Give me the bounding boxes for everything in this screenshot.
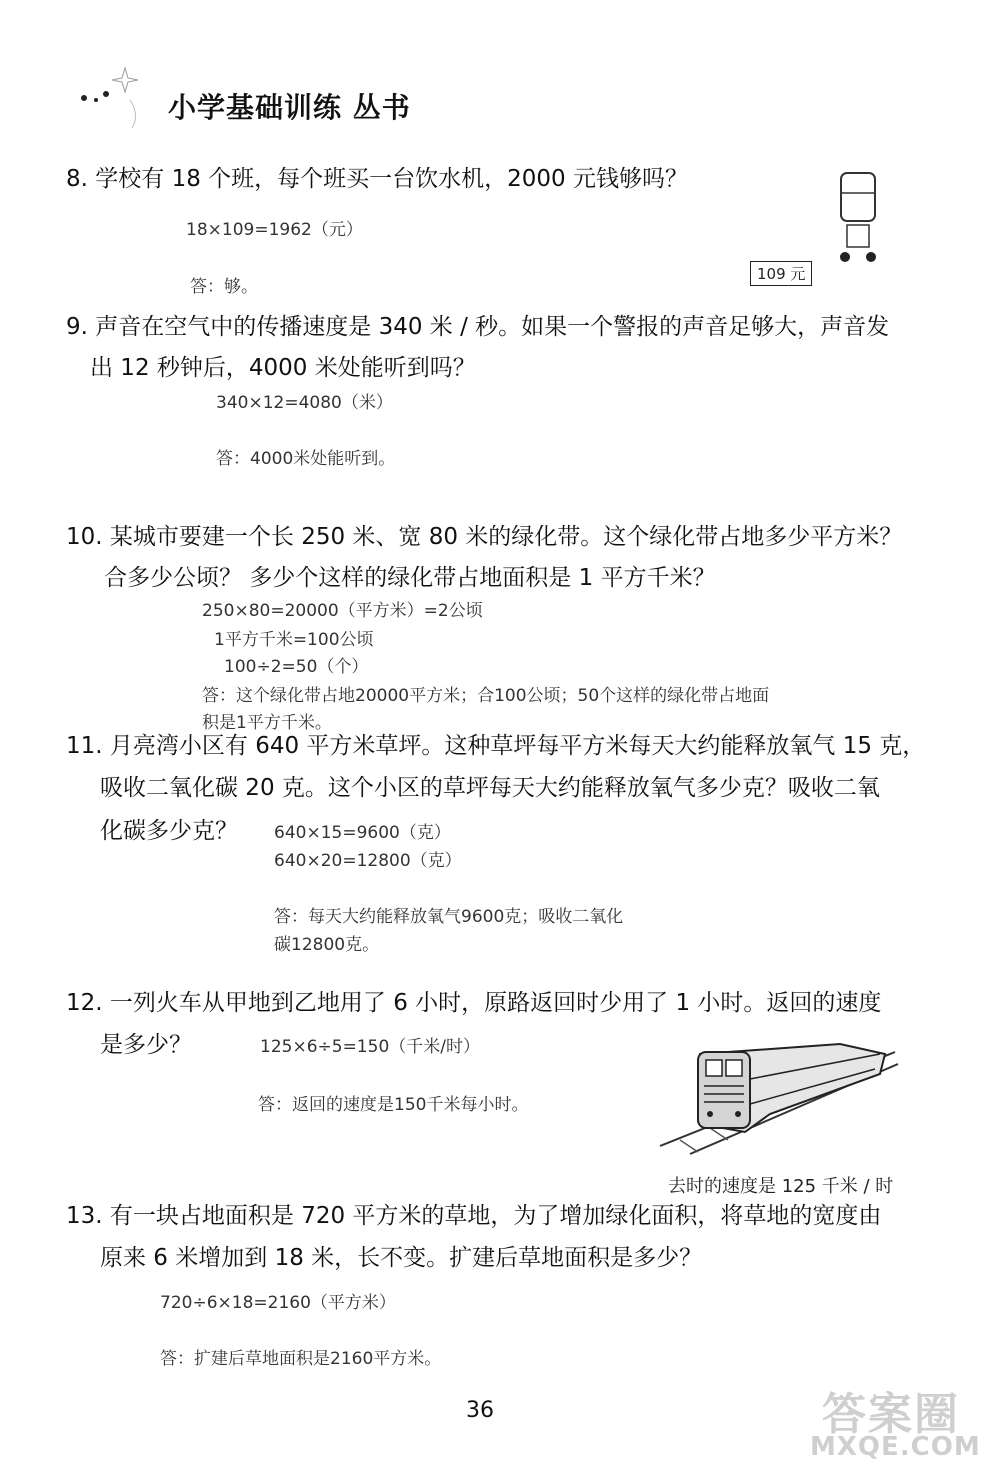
question-10-answer-line1: 答：这个绿化带占地20000平方米；合100公顷；50个这样的绿化带占地面 — [202, 686, 770, 706]
water-dispenser-icon — [833, 165, 883, 265]
question-10-calc1: 250×80=20000（平方米）=2公顷 — [202, 601, 483, 621]
question-10-calc3: 100÷2=50（个） — [224, 657, 369, 677]
train-illustration — [650, 1024, 900, 1159]
question-10-text-line2: 合多少公顷？ 多少个这样的绿化带占地面积是 1 平方千米？ — [104, 565, 716, 591]
question-11-answer-line2: 碳12800克。 — [274, 935, 380, 955]
question-11-calc1: 640×15=9600（克） — [274, 823, 451, 843]
question-10-text-line1: 10. 某城市要建一个长 250 米、宽 80 米的绿化带。这个绿化带占地多少平方米？ — [66, 524, 903, 550]
question-10-calc2: 1平方千米=100公顷 — [214, 630, 374, 650]
train-caption: 去时的速度是 125 千米 / 时 — [668, 1176, 894, 1197]
question-8-calc: 18×109=1962（元） — [186, 220, 363, 240]
question-8-text: 8. 学校有 18 个班，每个班买一台饮水机，2000 元钱够吗？ — [66, 166, 688, 192]
price-tag: 109 元 — [750, 261, 812, 286]
question-13-text-line1: 13. 有一块占地面积是 720 平方米的草地，为了增加绿化面积，将草地的宽度由 — [66, 1203, 882, 1229]
question-13-answer: 答：扩建后草地面积是2160平方米。 — [160, 1349, 442, 1369]
question-9-text-line1: 9. 声音在空气中的传播速度是 340 米 / 秒。如果一个警报的声音足够大，声音发 — [66, 314, 890, 340]
watermark-logo: 答案圈 — [822, 1389, 960, 1440]
question-12-text-line1: 12. 一列火车从甲地到乙地用了 6 小时，原路返回时少用了 1 小时。返回的速度 — [66, 990, 882, 1016]
question-11-text-line1: 11. 月亮湾小区有 640 平方米草坪。这种草坪每平方米每天大约能释放氧气 15 克， — [66, 733, 926, 759]
header-decoration-icon — [70, 60, 160, 130]
question-9-calc: 340×12=4080（米） — [216, 393, 393, 413]
question-13-text-line2: 原来 6 米增加到 18 米，长不变。扩建后草地面积是多少？ — [100, 1245, 703, 1271]
question-9-text-line2: 出 12 秒钟后，4000 米处能听到吗？ — [90, 355, 476, 381]
watermark-url: MXQE.COM — [810, 1432, 981, 1462]
page-number: 36 — [466, 1398, 494, 1423]
question-11-text-line2: 吸收二氧化碳 20 克。这个小区的草坪每天大约能释放氧气多少克？吸收二氧 — [100, 775, 880, 801]
question-12-text-line2: 是多少？ — [100, 1032, 192, 1058]
question-12-calc: 125×6÷5=150（千米/时） — [260, 1037, 480, 1057]
question-13-calc: 720÷6×18=2160（平方米） — [160, 1293, 396, 1313]
question-8-answer: 答：够。 — [190, 277, 258, 297]
question-9-answer: 答：4000米处能听到。 — [216, 449, 396, 469]
question-11-answer-line1: 答：每天大约能释放氧气9600克；吸收二氧化 — [274, 907, 624, 927]
question-11-calc2: 640×20=12800（克） — [274, 851, 462, 871]
header-title: 小学基础训练 丛书 — [168, 91, 411, 124]
question-11-text-line3: 化碳多少克？ — [100, 818, 238, 844]
question-10-answer-line2: 积是1平方千米。 — [202, 713, 332, 733]
question-12-answer: 答：返回的速度是150千米每小时。 — [258, 1095, 529, 1115]
